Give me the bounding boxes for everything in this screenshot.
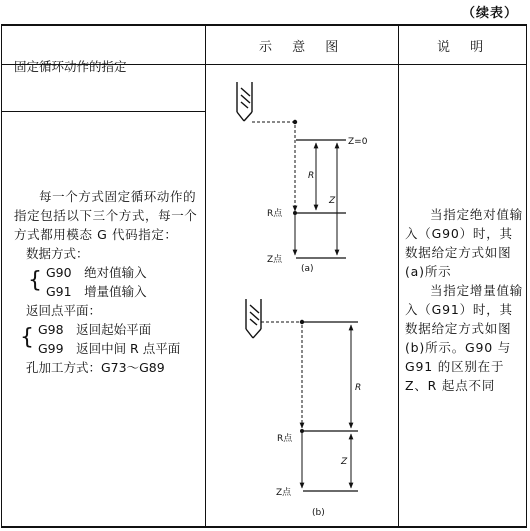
header-explanation: 说 明 (437, 40, 492, 55)
tool-icon (237, 82, 252, 121)
continued-label: （续表） (461, 6, 518, 21)
caption-b: (b) (312, 508, 325, 518)
caption-a: (a) (301, 264, 314, 274)
row-title: 固定循环动作的指定 (14, 59, 127, 74)
brace-icon: { (20, 325, 34, 350)
z-point-label: Z点 (267, 255, 283, 265)
diagram-a (237, 82, 368, 274)
z0-label: Z=0 (348, 137, 368, 147)
g98-item: G98 返回起始平面 (37, 322, 152, 337)
hole-mode-label: 孔加工方式：G73～G89 (26, 360, 165, 375)
z-point-label: Z点 (276, 488, 292, 498)
header-diagram: 示 意 图 (259, 40, 347, 55)
diagram-b (246, 299, 361, 518)
r-dim-label: R (308, 171, 315, 181)
description-intro: 每一个方式固定循环动作的指定包括以下三个方式，每一个方式都用模态 G 代码指定： (14, 189, 198, 242)
z-dim-label: Z (329, 196, 336, 206)
brace-icon: { (28, 268, 42, 293)
g90-item: G90 绝对值输入 (45, 265, 147, 280)
g99-item: G99 返回中间 R 点平面 (37, 341, 181, 356)
r-point-label: R点 (277, 434, 293, 444)
r-dim-label: R (355, 383, 362, 393)
return-plane-label: 返回点平面： (26, 303, 102, 318)
tool-icon (246, 299, 261, 338)
g91-item: G91 增量值输入 (45, 284, 147, 299)
r-point-label: R点 (267, 209, 283, 219)
note-incremental: 当指定增量值输入（G91）时，其数据给定方式如图(b)所示。G90 与 G91 的区别在于 Z、R 起点不同 (405, 283, 524, 393)
z-dim-label: Z (341, 457, 348, 467)
note-absolute: 当指定绝对值输入（G90）时，其数据给定方式如图(a)所示 (405, 207, 524, 279)
data-mode-label: 数据方式： (26, 246, 89, 261)
